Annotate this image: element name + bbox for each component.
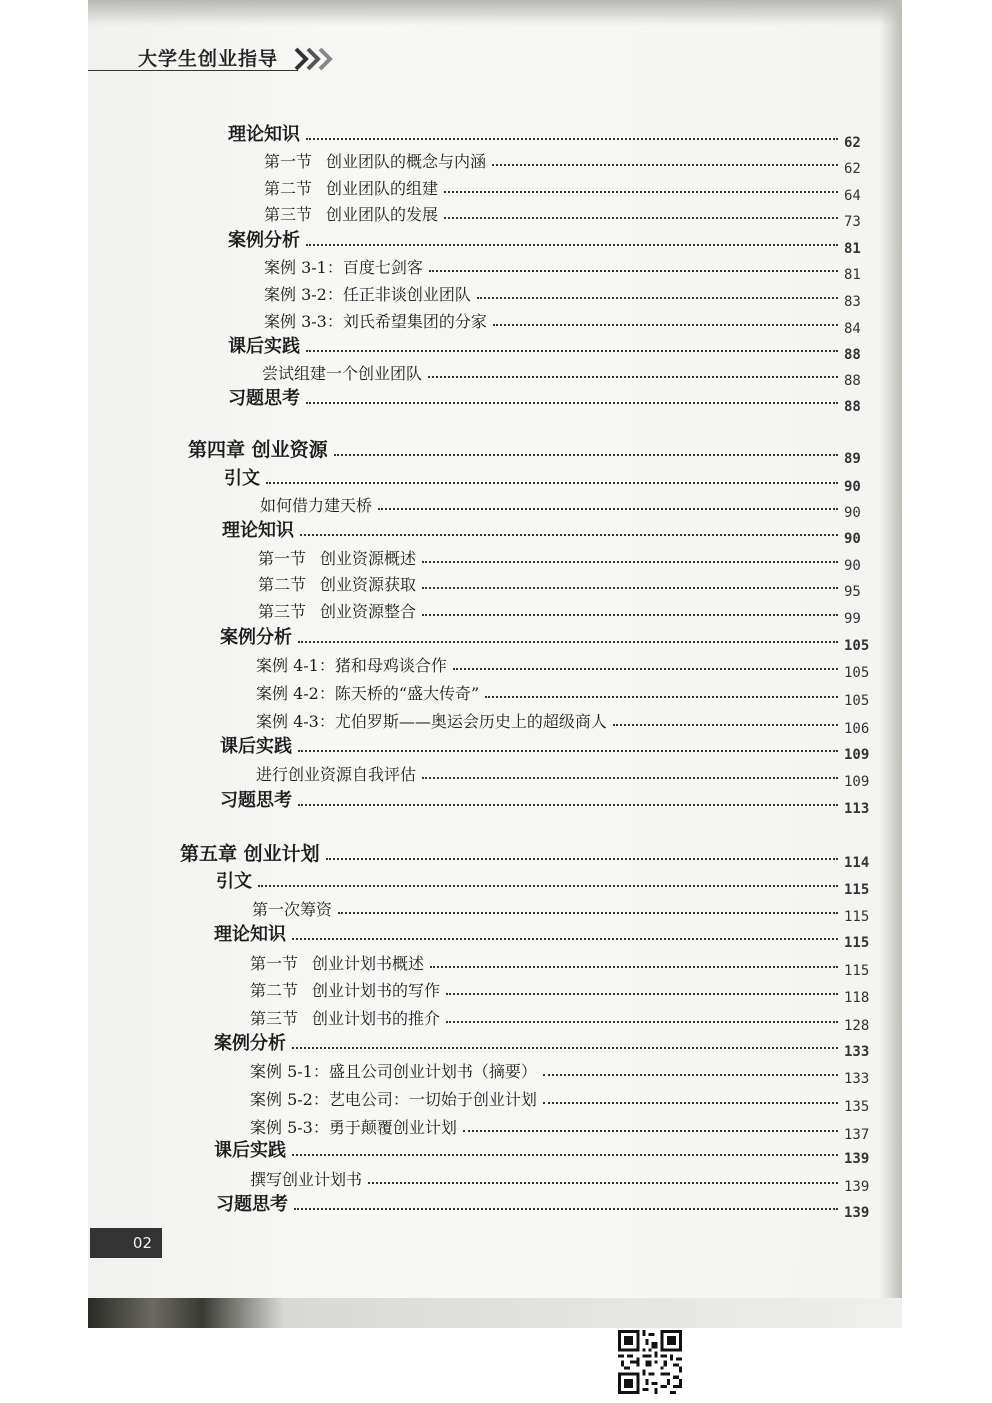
toc-label: 第三节	[264, 205, 313, 224]
toc-label: 第二节	[258, 575, 307, 594]
toc-entry[interactable]	[256, 708, 882, 737]
toc-page: 88	[844, 373, 861, 389]
toc-page: 113	[844, 801, 870, 817]
dot-leader	[492, 164, 838, 166]
toc-entry[interactable]	[258, 571, 882, 600]
toc-label: 案例 5-3：勇于颠覆创业计划	[250, 1118, 457, 1137]
toc-page: 73	[844, 214, 861, 230]
page-bottom-edge	[88, 1298, 902, 1328]
book-page	[88, 0, 902, 1328]
toc-page: 109	[844, 774, 870, 790]
toc-label: 习题思考	[228, 388, 300, 409]
toc-label: 案例 3-3：刘氏希望集团的分家	[264, 312, 487, 331]
dot-leader	[493, 324, 838, 326]
toc-entry[interactable]	[264, 175, 882, 204]
toc-label: 第五章 创业计划	[180, 843, 320, 865]
toc-label: 引文	[216, 871, 252, 892]
toc-page: 105	[844, 693, 870, 709]
dot-leader	[422, 561, 838, 563]
toc-title: 创业计划书的推介	[312, 1009, 441, 1028]
toc-page: 139	[844, 1205, 870, 1221]
toc-label: 第一次筹资	[252, 900, 333, 919]
table-of-contents	[88, 0, 902, 1250]
dot-leader	[463, 1130, 838, 1132]
toc-page: 90	[844, 505, 861, 521]
toc-label: 理论知识	[222, 520, 294, 541]
toc-page: 81	[844, 241, 861, 257]
toc-entry[interactable]	[216, 1192, 882, 1221]
toc-entry[interactable]	[228, 334, 882, 363]
dot-leader	[292, 1154, 838, 1156]
dot-leader	[294, 1208, 838, 1210]
toc-page: 118	[844, 990, 870, 1006]
toc-page: 128	[844, 1018, 870, 1034]
toc-page: 64	[844, 188, 861, 204]
toc-label: 课后实践	[214, 1140, 286, 1161]
toc-entry[interactable]	[250, 1166, 882, 1195]
toc-label: 进行创业资源自我评估	[256, 765, 417, 784]
dot-leader	[543, 1074, 838, 1076]
toc-entry[interactable]	[256, 761, 882, 790]
toc-title: 创业资源整合	[320, 602, 417, 621]
toc-entry[interactable]	[258, 545, 882, 574]
toc-page: 115	[844, 935, 870, 951]
toc-label: 第三节	[250, 1009, 299, 1028]
dot-leader	[258, 885, 838, 887]
toc-entry[interactable]	[222, 518, 882, 547]
toc-entry[interactable]	[250, 1005, 882, 1034]
toc-page: 62	[844, 135, 861, 151]
toc-title: 创业团队的组建	[326, 179, 439, 198]
toc-entry[interactable]	[228, 228, 882, 257]
toc-page: 95	[844, 584, 861, 600]
toc-page: 89	[844, 451, 861, 467]
dot-leader	[306, 138, 838, 140]
toc-label: 理论知识	[214, 924, 286, 945]
toc-label: 如何借力建天桥	[260, 496, 373, 515]
toc-page: 81	[844, 267, 861, 283]
toc-page: 105	[844, 638, 870, 654]
dot-leader	[543, 1102, 838, 1104]
dot-leader	[338, 912, 838, 914]
toc-label: 课后实践	[220, 736, 292, 757]
toc-entry[interactable]	[250, 977, 882, 1006]
dot-leader	[428, 376, 838, 378]
dot-leader	[444, 191, 838, 193]
toc-entry[interactable]	[220, 734, 882, 763]
toc-page: 88	[844, 399, 861, 415]
dot-leader	[266, 482, 838, 484]
toc-entry[interactable]	[214, 922, 882, 951]
toc-label: 案例 4-1：猪和母鸡谈合作	[256, 656, 447, 675]
toc-page: 115	[844, 909, 870, 925]
dot-leader	[477, 297, 838, 299]
dot-leader	[444, 217, 838, 219]
toc-label: 第一节	[250, 954, 299, 973]
toc-entry[interactable]	[252, 896, 882, 925]
dot-leader	[298, 641, 838, 643]
toc-page: 109	[844, 747, 870, 763]
dot-leader	[422, 777, 838, 779]
running-header-title: 大学生创业指导	[138, 48, 279, 70]
toc-label: 案例分析	[214, 1033, 286, 1054]
dot-leader	[430, 966, 838, 968]
toc-page: 90	[844, 479, 861, 495]
toc-entry[interactable]	[224, 466, 882, 495]
toc-label: 第二节	[250, 981, 299, 1000]
toc-label: 撰写创业计划书	[250, 1170, 363, 1189]
toc-entry[interactable]	[220, 625, 882, 654]
toc-page: 114	[844, 855, 870, 871]
toc-page: 90	[844, 531, 861, 547]
toc-title: 创业资源获取	[320, 575, 417, 594]
dot-leader	[306, 350, 838, 352]
dot-leader	[298, 804, 838, 806]
toc-entry[interactable]	[264, 254, 882, 283]
dot-leader	[306, 244, 838, 246]
toc-label: 第一节	[258, 549, 307, 568]
toc-entry[interactable]	[264, 148, 882, 177]
dot-leader	[429, 270, 838, 272]
toc-entry[interactable]	[250, 1058, 882, 1087]
toc-page: 137	[844, 1127, 870, 1143]
toc-page: 115	[844, 963, 870, 979]
toc-title: 创业计划书的写作	[312, 981, 441, 1000]
toc-page: 88	[844, 347, 861, 363]
toc-page: 139	[844, 1179, 870, 1195]
toc-label: 案例 3-2：任正非谈创业团队	[264, 285, 471, 304]
toc-label: 第一节	[264, 152, 313, 171]
toc-page: 139	[844, 1151, 870, 1167]
toc-title: 创业团队的发展	[326, 205, 439, 224]
toc-entry[interactable]	[262, 360, 882, 389]
toc-chapter[interactable]	[180, 842, 882, 871]
toc-page: 133	[844, 1071, 870, 1087]
page-number-badge: 02	[90, 1228, 162, 1258]
toc-label: 案例 5-2：艺电公司：一切始于创业计划	[250, 1090, 537, 1109]
toc-entry[interactable]	[228, 386, 882, 415]
dot-leader	[306, 402, 838, 404]
toc-entry[interactable]	[264, 201, 882, 230]
dot-leader	[613, 724, 838, 726]
dot-leader	[446, 1021, 838, 1023]
toc-chapter[interactable]	[188, 438, 882, 467]
toc-entry[interactable]	[264, 281, 882, 310]
toc-page: 99	[844, 611, 861, 627]
toc-label: 案例 4-2：陈天桥的“盛大传奇”	[256, 684, 480, 703]
dot-leader	[485, 696, 838, 698]
toc-entry[interactable]	[264, 308, 882, 337]
toc-page: 90	[844, 558, 861, 574]
qr-code-icon	[618, 1330, 682, 1394]
dot-leader	[292, 1047, 838, 1049]
toc-title: 创业计划书概述	[312, 954, 425, 973]
toc-label: 第四章 创业资源	[188, 439, 328, 461]
toc-label: 第二节	[264, 179, 313, 198]
toc-page: 115	[844, 882, 870, 898]
toc-page: 83	[844, 294, 861, 310]
toc-title: 创业资源概述	[320, 549, 417, 568]
dot-leader	[453, 668, 838, 670]
toc-label: 课后实践	[228, 336, 300, 357]
toc-page: 105	[844, 665, 870, 681]
toc-entry[interactable]	[216, 869, 882, 898]
dot-leader	[422, 587, 838, 589]
toc-label: 案例 4-3：尤伯罗斯——奥运会历史上的超级商人	[256, 712, 607, 731]
toc-label: 习题思考	[216, 1194, 288, 1215]
toc-entry[interactable]	[256, 652, 882, 681]
toc-entry[interactable]	[220, 788, 882, 817]
toc-entry[interactable]	[214, 1031, 882, 1060]
toc-label: 习题思考	[220, 790, 292, 811]
dot-leader	[422, 614, 838, 616]
toc-entry[interactable]	[258, 598, 882, 627]
toc-page: 135	[844, 1099, 870, 1115]
toc-label: 第三节	[258, 602, 307, 621]
dot-leader	[292, 938, 838, 940]
toc-page: 84	[844, 321, 861, 337]
dot-leader	[300, 534, 838, 536]
dot-leader	[334, 454, 838, 456]
toc-entry[interactable]	[256, 680, 882, 709]
toc-label: 案例分析	[228, 230, 300, 251]
toc-page: 106	[844, 721, 870, 737]
toc-entry[interactable]	[228, 122, 882, 151]
dot-leader	[378, 508, 838, 510]
toc-page: 62	[844, 161, 861, 177]
toc-label: 理论知识	[228, 124, 300, 145]
toc-label: 尝试组建一个创业团队	[262, 364, 423, 383]
toc-label: 引文	[224, 468, 260, 489]
toc-entry[interactable]	[250, 1086, 882, 1115]
toc-title: 创业团队的概念与内涵	[326, 152, 487, 171]
toc-page: 133	[844, 1044, 870, 1060]
toc-entry[interactable]	[250, 1114, 882, 1143]
dot-leader	[298, 750, 838, 752]
dot-leader	[368, 1182, 838, 1184]
toc-label: 案例分析	[220, 627, 292, 648]
toc-label: 案例 5-1：盛且公司创业计划书（摘要）	[250, 1062, 537, 1081]
toc-label: 案例 3-1：百度七剑客	[264, 258, 423, 277]
toc-entry[interactable]	[260, 492, 882, 521]
dot-leader	[446, 993, 838, 995]
toc-entry[interactable]	[250, 950, 882, 979]
dot-leader	[326, 858, 838, 860]
toc-entry[interactable]	[214, 1138, 882, 1167]
